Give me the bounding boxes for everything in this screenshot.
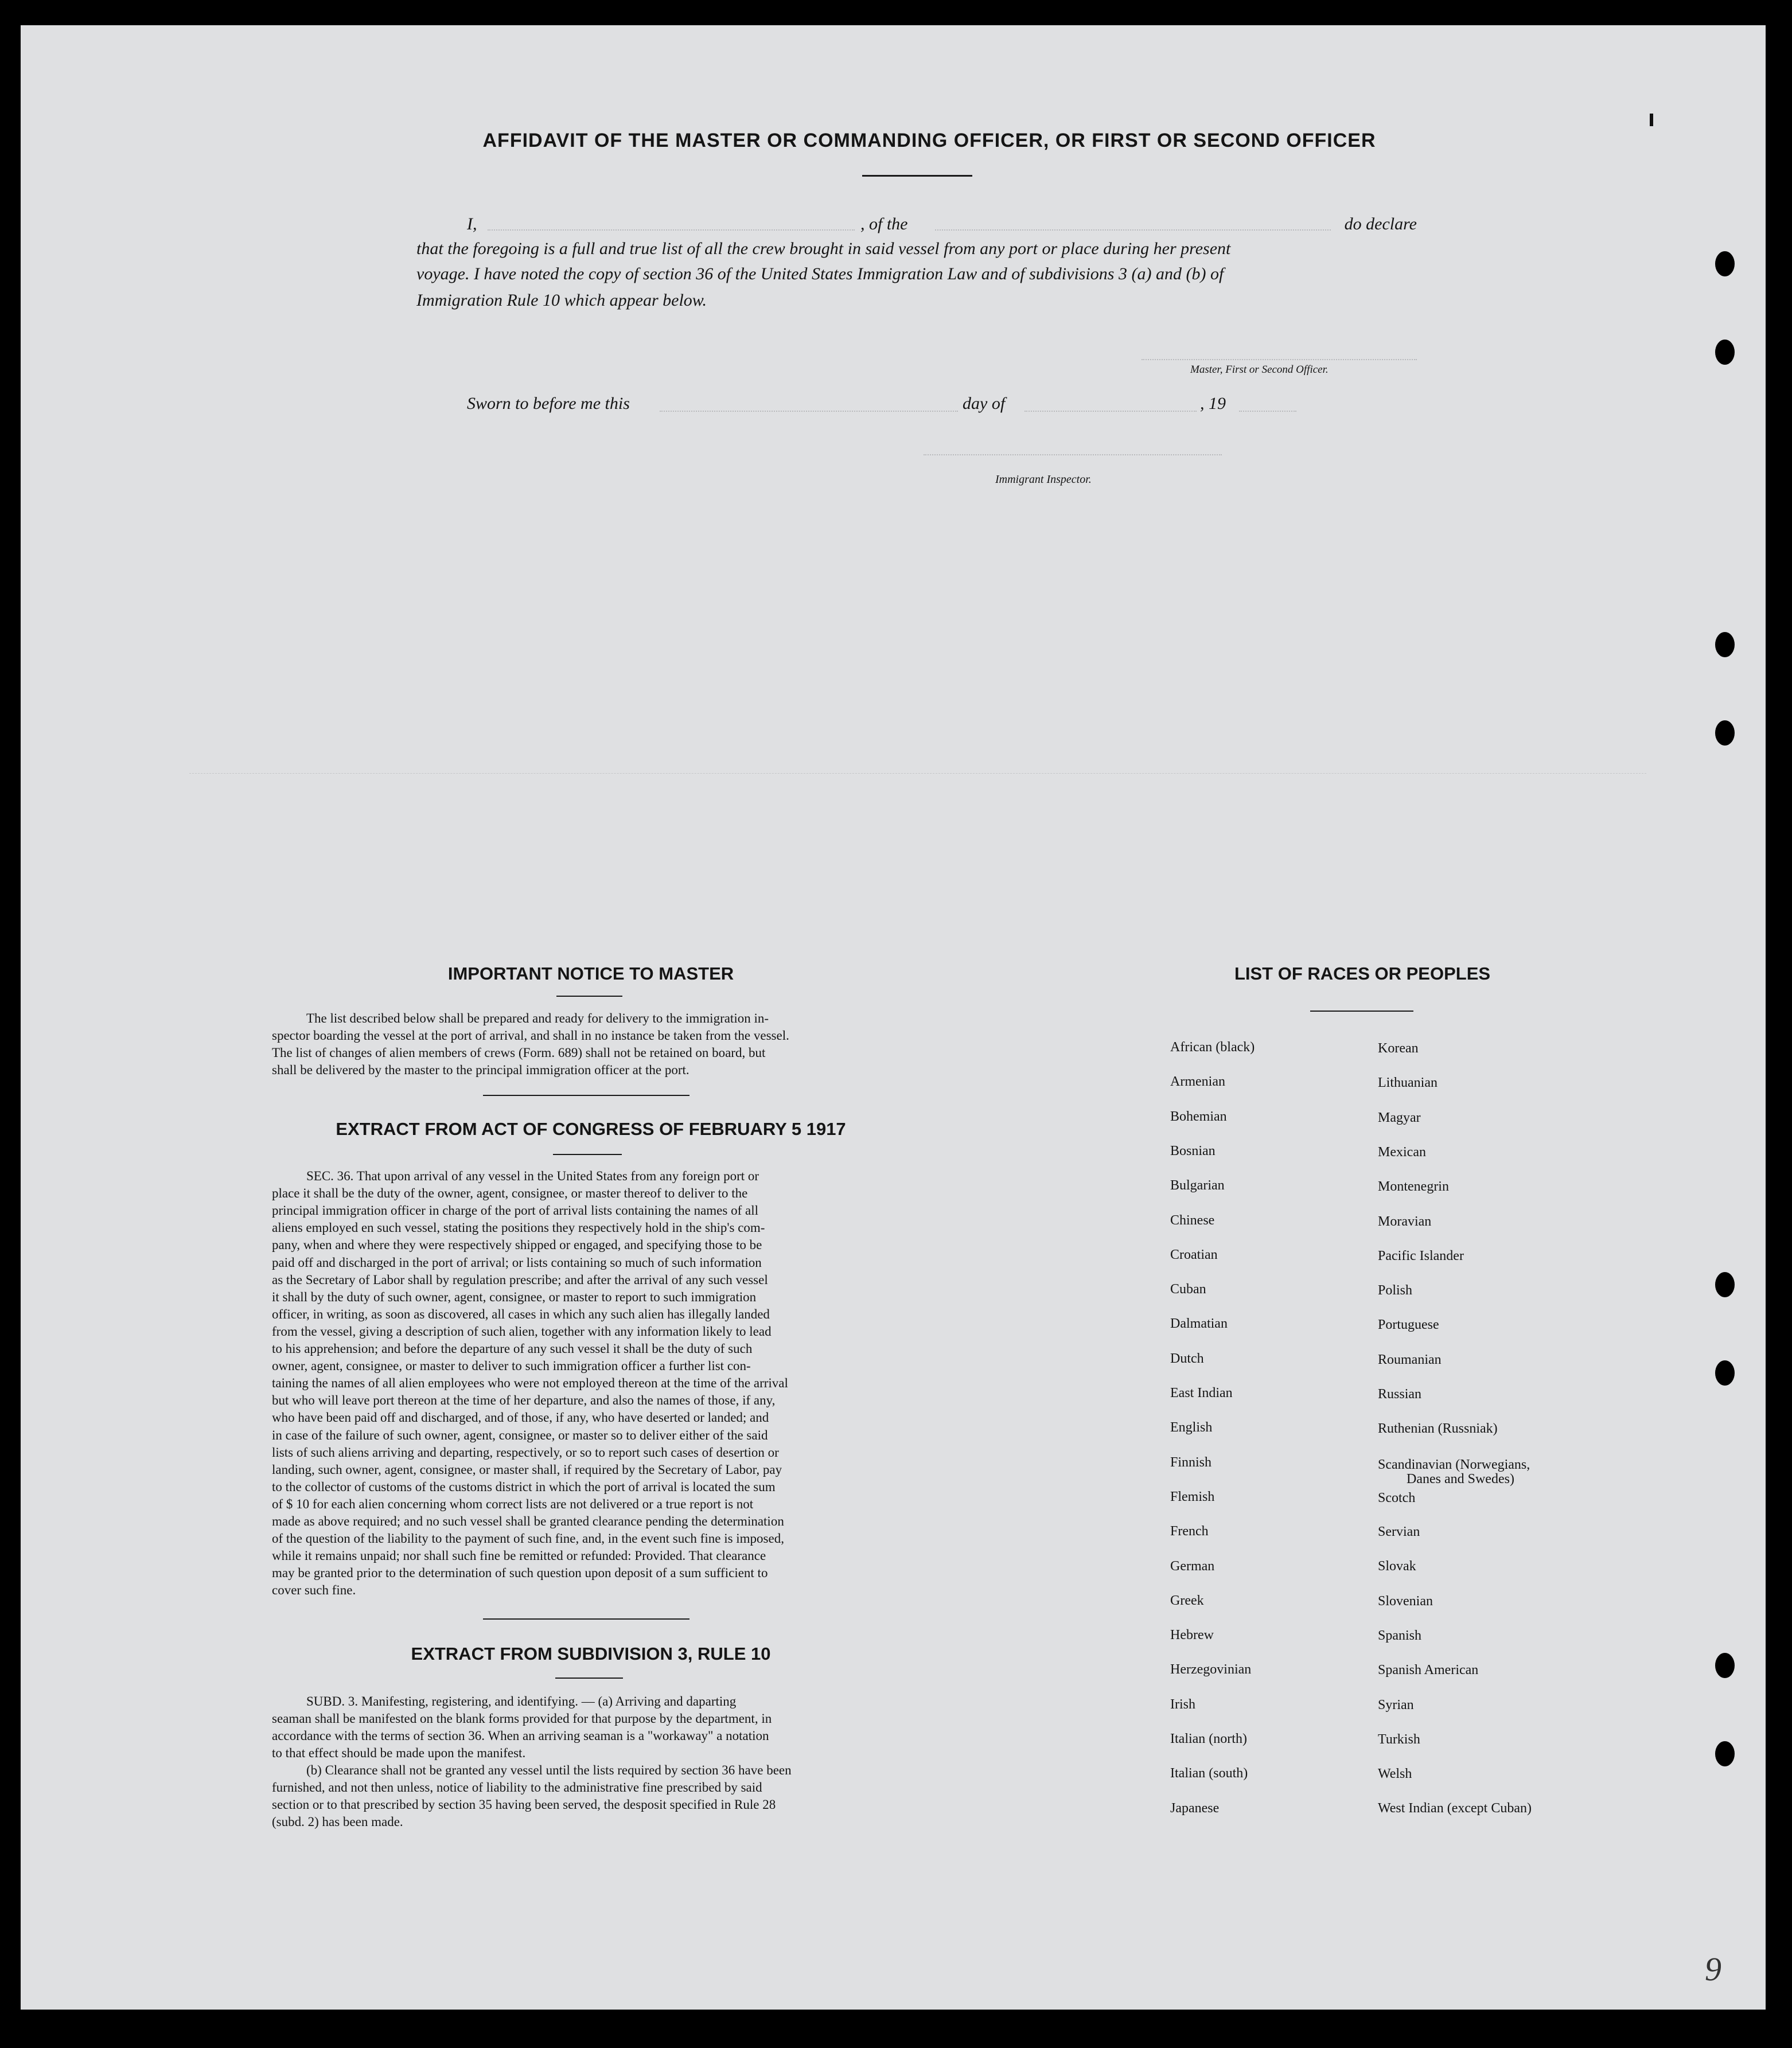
master-signature-blank[interactable] — [1142, 359, 1417, 360]
race-item: Chinese — [1170, 1213, 1215, 1228]
act-text-line: taining the names of all alien employees who were not employed thereon at the time of the arrival — [272, 1376, 788, 1391]
race-item: Dalmatian — [1170, 1316, 1228, 1331]
race-item: Polish — [1378, 1283, 1413, 1298]
rule-title: EXTRACT FROM SUBDIVISION 3, RULE 10 — [411, 1644, 771, 1664]
race-item: Syrian — [1378, 1698, 1414, 1712]
rule-text-line: (subd. 2) has been made. — [272, 1815, 403, 1829]
race-item: Russian — [1378, 1387, 1422, 1402]
race-item: Slovenian — [1378, 1594, 1433, 1609]
act-text-line: to his apprehension; and before the departure of any such vessel it shall be the duty of such — [272, 1341, 753, 1356]
punch-hole — [1715, 1360, 1735, 1386]
sworn-label: Sworn to before me this — [467, 394, 630, 413]
race-item: Croatian — [1170, 1247, 1218, 1262]
act-text-line: it shall by the duty of such owner, agent, consignee, or master to report to such immigration — [272, 1289, 757, 1304]
sworn-day-blank[interactable] — [660, 411, 958, 412]
affidavit-declarant-label: I, — [467, 214, 477, 233]
affidavit-vessel-label: , of the — [860, 214, 908, 233]
act-text-line: landing, such owner, agent, consignee, or master shall, if required by the Secretary of Labor, pay — [272, 1462, 782, 1477]
master-signature-caption: Master, First or Second Officer. — [1190, 364, 1329, 376]
race-item: Flemish — [1170, 1489, 1215, 1504]
race-item: Greek — [1170, 1593, 1204, 1608]
race-item: Magyar — [1378, 1110, 1421, 1125]
act-text-line: but who will leave port thereon at the time of her departure, and also the names of those, if any, — [272, 1393, 776, 1408]
race-item: Bohemian — [1170, 1109, 1227, 1124]
race-item: Servian — [1378, 1524, 1420, 1539]
notice-title: IMPORTANT NOTICE TO MASTER — [447, 963, 734, 984]
fold-line — [189, 773, 1646, 774]
act-text-line: lists of such aliens arriving and departing, respectively, or so to report such cases of desertion or — [272, 1445, 779, 1460]
act-text-line: principal immigration officer in charge of the port of arrival lists containing the names of all — [272, 1203, 758, 1218]
race-item: West Indian (except Cuban) — [1378, 1801, 1532, 1816]
act-text-line: pany, when and where they were respectively shipped or engaged, and specifying those to be — [272, 1238, 762, 1253]
act-text-line: in case of the failure of such owner, agent, consignee, or master so to deliver either of the said — [272, 1427, 768, 1442]
race-item: Pacific Islander — [1378, 1249, 1464, 1263]
rule-text-line: SUBD. 3. Manifesting, registering, and identifying. — (a) Arriving and daparting — [306, 1694, 737, 1708]
rule-text-line: to that effect should be made upon the manifest. — [272, 1746, 526, 1760]
race-item: Spanish American — [1378, 1663, 1479, 1678]
race-item: Japanese — [1170, 1801, 1220, 1816]
act-text-line: while it remains unpaid; nor shall such fine be remitted or refunded: Provided. That clearance — [272, 1548, 766, 1563]
race-item: Italian (south) — [1170, 1766, 1248, 1781]
punch-hole — [1715, 1272, 1735, 1297]
race-item: East Indian — [1170, 1386, 1233, 1401]
section-rule — [483, 1095, 689, 1096]
notice-line: The list described below shall be prepared and ready for delivery to the immigration in- — [306, 1011, 769, 1025]
title-rule — [862, 175, 972, 177]
race-item: Scandinavian (Norwegians, — [1378, 1457, 1530, 1472]
sworn-month-blank[interactable] — [1024, 411, 1197, 412]
race-item: Slovak — [1378, 1559, 1416, 1574]
rule-text-line: (b) Clearance shall not be granted any vessel until the lists required by section 36 have been — [306, 1763, 792, 1777]
act-text-line: of the question of the liability to the payment of such fine, and, in the event such fine is imposed, — [272, 1531, 784, 1546]
punch-hole — [1715, 720, 1735, 746]
act-text-line: aliens employed en such vessel, stating the positions they respectively hold in the ship's com- — [272, 1220, 765, 1235]
race-item: Cuban — [1170, 1282, 1206, 1297]
notice-line: shall be delivered by the master to the principal immigration officer at the port. — [272, 1063, 689, 1077]
affidavit-text: voyage. I have noted the copy of section 36 of the United States Immigration Law and of subdivisions 3 (a) and (b) of — [416, 264, 1224, 283]
notice-rule — [556, 996, 622, 997]
act-text-line: owner, agent, consignee, or master to deliver to such immigration officer a further list con- — [272, 1359, 751, 1374]
rule-text-line: section or to that prescribed by section 35 having been served, the desposit specified in Rule 28 — [272, 1797, 776, 1812]
race-item: German — [1170, 1559, 1215, 1574]
rule-text-line: furnished, and not then unless, notice of liability to the administrative fine prescribed by said — [272, 1780, 762, 1795]
race-item: Ruthenian (Russniak) — [1378, 1421, 1498, 1436]
punch-hole — [1715, 632, 1735, 657]
notice-line: The list of changes of alien members of crews (Form. 689) shall not be retained on board, but — [272, 1046, 766, 1060]
race-item: Dutch — [1170, 1351, 1204, 1366]
act-text-line: place it shall be the duty of the owner, agent, consignee, or master thereof to deliver to the — [272, 1186, 748, 1201]
margin-handwritten-number: 9 — [1705, 1951, 1721, 1988]
declarant-name-blank[interactable] — [488, 229, 855, 231]
rule-text-line: accordance with the terms of section 36. When an arriving seaman is a "workaway" a notation — [272, 1729, 769, 1743]
act-text-line: cover such fine. — [272, 1583, 356, 1598]
sworn-year-blank[interactable] — [1239, 411, 1296, 412]
notice-line: spector boarding the vessel at the port of arrival, and shall in no instance be taken from the vessel. — [272, 1028, 789, 1043]
act-text-line: from the vessel, giving a description of such alien, together with any information likely to lead — [272, 1324, 772, 1339]
act-text-line: who have been paid off and discharged, and of those, if any, who have deserted or landed; and — [272, 1410, 769, 1425]
act-text-line: to the collector of customs of the customs district in which the port of arrival is located the sum — [272, 1479, 776, 1494]
race-item: Welsh — [1378, 1766, 1412, 1781]
race-item: Lithuanian — [1378, 1075, 1438, 1090]
act-text-line: of $ 10 for each alien concerning whom correct lists are not delivered or a true report is not — [272, 1496, 754, 1511]
affidavit-title: AFFIDAVIT OF THE MASTER OR COMMANDING OFFICER, OR FIRST OR SECOND OFFICER — [482, 130, 1376, 151]
act-text-line: paid off and discharged in the port of arrival; or lists containing so much of such information — [272, 1255, 762, 1270]
race-item: English — [1170, 1420, 1213, 1435]
race-item: French — [1170, 1524, 1209, 1539]
act-text-line: SEC. 36. That upon arrival of any vessel in the United States from any foreign port or — [306, 1169, 759, 1183]
race-item: Turkish — [1378, 1732, 1420, 1747]
race-item: Italian (north) — [1170, 1731, 1247, 1746]
race-item: Herzegovinian — [1170, 1662, 1252, 1677]
year-label: , 19 — [1200, 394, 1226, 413]
race-item: Armenian — [1170, 1074, 1225, 1089]
race-item: Scotch — [1378, 1491, 1416, 1505]
race-item: Hebrew — [1170, 1628, 1214, 1643]
act-text-line: made as above required; and no such vessel shall be granted clearance pending the determination — [272, 1514, 784, 1528]
races-rule — [1310, 1011, 1413, 1012]
race-item: Danes and Swedes) — [1407, 1472, 1514, 1487]
race-item: Spanish — [1378, 1628, 1422, 1643]
race-item: Finnish — [1170, 1455, 1212, 1470]
inspector-signature-caption: Immigrant Inspector. — [995, 473, 1092, 486]
race-item: Moravian — [1378, 1214, 1432, 1229]
affidavit-declare-label: do declare — [1344, 214, 1417, 233]
section-rule — [483, 1618, 689, 1620]
affidavit-text: that the foregoing is a full and true list of all the crew brought in said vessel from any port or place during her present — [416, 239, 1231, 258]
race-item: Bosnian — [1170, 1144, 1216, 1158]
punch-hole — [1715, 251, 1735, 276]
punch-hole — [1715, 340, 1735, 365]
edge-tick-mark — [1650, 114, 1653, 126]
race-item: Korean — [1378, 1041, 1419, 1056]
inspector-signature-blank[interactable] — [924, 454, 1222, 455]
race-item: Mexican — [1378, 1145, 1426, 1160]
race-item: Portuguese — [1378, 1317, 1439, 1332]
race-item: Bulgarian — [1170, 1178, 1225, 1193]
punch-hole — [1715, 1653, 1735, 1678]
affidavit-text: Immigration Rule 10 which appear below. — [416, 291, 707, 310]
act-text-line: officer, in writing, as soon as discovered, all cases in which any such alien has illegally landed — [272, 1306, 770, 1321]
act-title: EXTRACT FROM ACT OF CONGRESS OF FEBRUARY 5 1917 — [336, 1119, 846, 1139]
rule-title-rule — [555, 1678, 623, 1679]
race-item: Irish — [1170, 1697, 1195, 1712]
day-of-label: day of — [963, 394, 1006, 413]
race-item: Roumanian — [1378, 1352, 1442, 1367]
vessel-name-blank[interactable] — [935, 229, 1331, 231]
races-title: LIST OF RACES OR PEOPLES — [1234, 963, 1491, 984]
punch-hole — [1715, 1741, 1735, 1766]
act-text-line: may be granted prior to the determination of such question upon deposit of a sum sufficient to — [272, 1566, 768, 1581]
race-item: African (black) — [1170, 1040, 1255, 1055]
race-item: Montenegrin — [1378, 1179, 1449, 1194]
act-rule — [553, 1154, 622, 1155]
act-text-line: as the Secretary of Labor shall by regulation prescribe; and after the arrival of any such vessel — [272, 1272, 768, 1287]
rule-text-line: seaman shall be manifested on the blank forms provided for that purpose by the department, in — [272, 1711, 772, 1726]
